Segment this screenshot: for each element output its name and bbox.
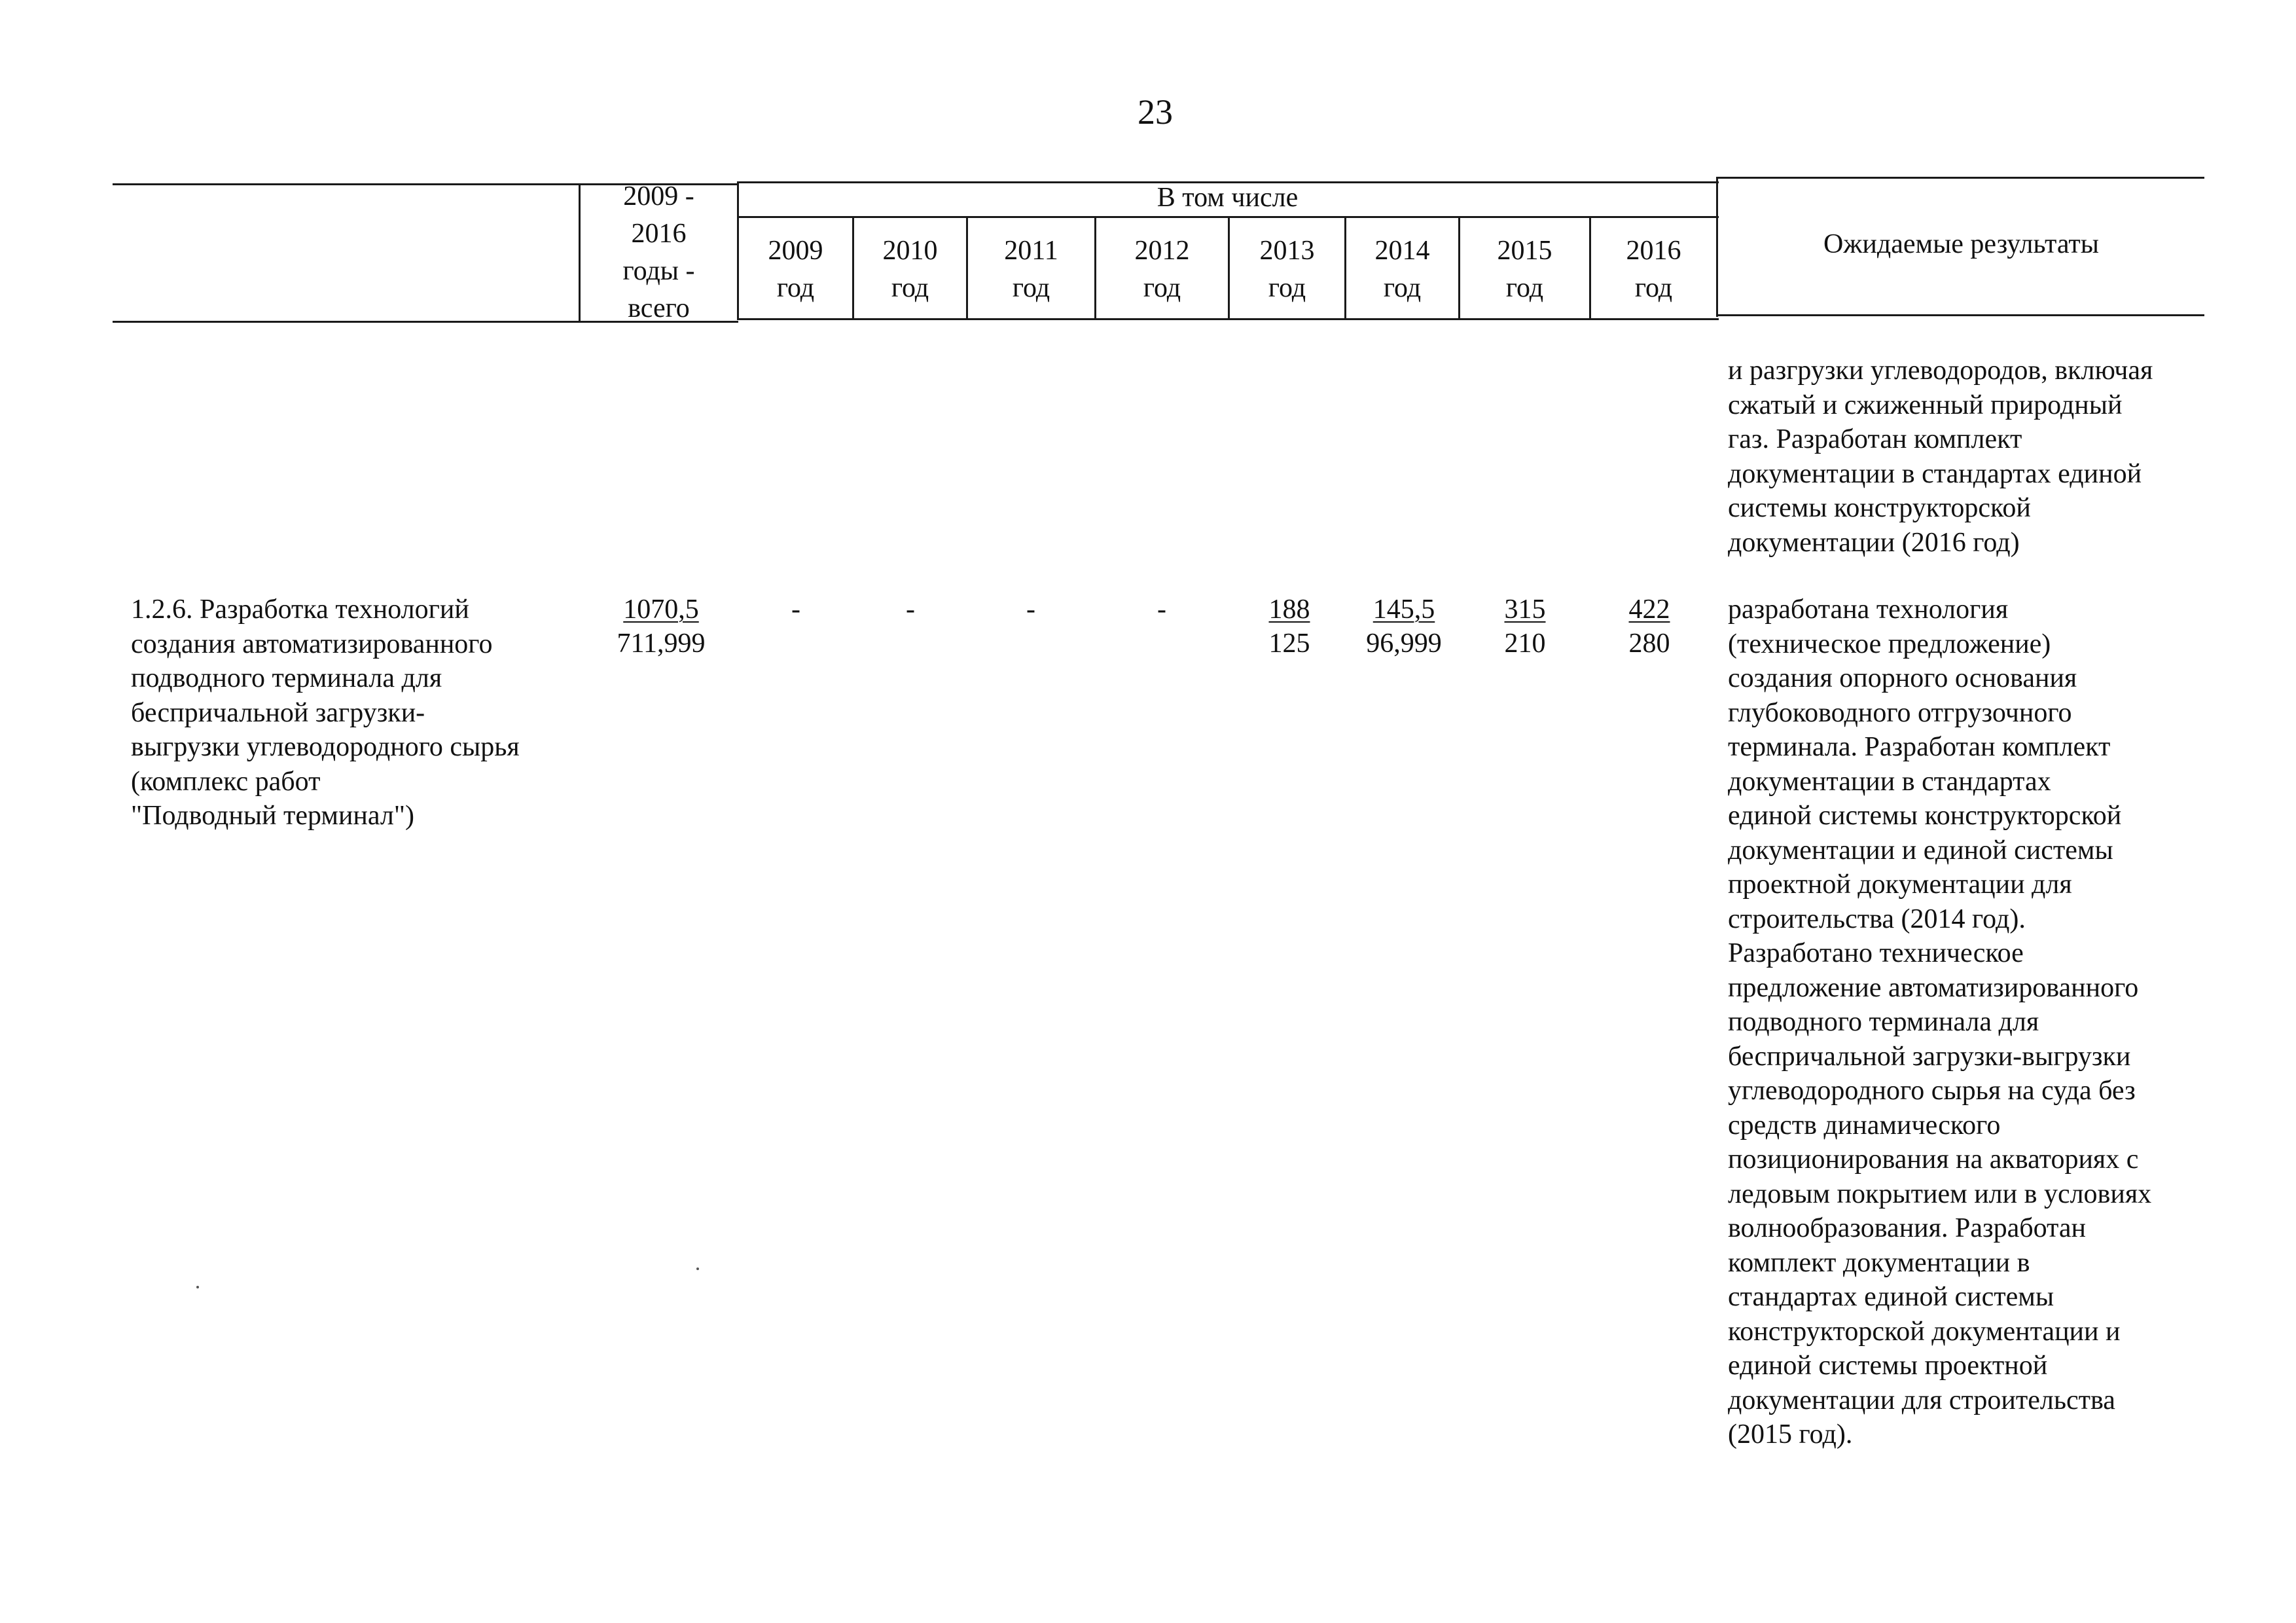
header-total-column (581, 178, 737, 327)
value-secondary: 210 (1504, 629, 1546, 659)
year-label: 2009 (768, 236, 823, 266)
value-2016 (1597, 593, 1702, 661)
total-value-secondary: 711,999 (617, 629, 706, 659)
year-unit: год (891, 273, 929, 303)
row-name: 1.2.6. Разработка технологий создания автоматизированного подводного терминала для беспричальной загрузки- выгрузки углеводородного сырья (комплекс работ "Подводный терминал") (131, 594, 520, 831)
header-year-2013 (1230, 232, 1344, 307)
header-top-rule-right (1716, 177, 2204, 179)
header-year-2011 (968, 232, 1094, 307)
year-label: 2012 (1134, 236, 1190, 266)
value-2010: - (906, 594, 915, 625)
year-label: 2013 (1259, 236, 1315, 266)
header-year-2016 (1591, 232, 1716, 307)
row-result: разработана технология (техническое предложение) создания опорного основания глубоководного отгрузочного терминала. Разработан комплект документации в стандартах единой системы конструкторской документации и единой системы проектной документации для строительства (2014 год). Разработано техническое предложение автоматизированного подводного терминала для беспричальной загрузки-выгрузки углеводородного сырья на суда без средств динамического позиционирования на акваториях с ледовым покрытием или в условиях волнообразования. Разработан комплект документации в стандартах единой системы конструкторской документации и единой системы проектной документации для строительства (2015 год). (1728, 594, 2152, 1450)
header-results-column: Ожидаемые результаты (1823, 229, 2099, 259)
year-label: 2014 (1374, 236, 1430, 266)
value-2013 (1237, 593, 1342, 661)
value-primary: 188 (1268, 594, 1310, 625)
year-unit: год (1143, 273, 1181, 303)
header-year-2010 (854, 232, 966, 307)
row-total (589, 593, 733, 661)
page-number: 23 (1138, 92, 1173, 132)
year-unit: год (776, 273, 815, 303)
header-year-2009 (739, 232, 852, 307)
value-primary: 422 (1628, 594, 1670, 625)
header-total-line: годы - (622, 256, 695, 286)
value-2012: - (1157, 594, 1166, 625)
header-total-line: 2009 - (623, 181, 694, 211)
year-label: 2011 (1004, 236, 1058, 266)
value-2015 (1473, 593, 1577, 661)
year-unit: год (1012, 273, 1050, 303)
header-bottom-rule-right (1716, 314, 2204, 316)
value-primary: 315 (1504, 594, 1546, 625)
header-year-2012 (1096, 232, 1228, 307)
header-total-line: 2016 (631, 219, 687, 249)
value-secondary: 96,999 (1366, 629, 1442, 659)
total-value: 1070,5 (623, 594, 699, 625)
year-label: 2010 (882, 236, 938, 266)
scan-speck (696, 1267, 699, 1270)
header-total-line: всего (628, 293, 690, 323)
value-secondary: 280 (1628, 629, 1670, 659)
header-year-2015 (1460, 232, 1589, 307)
value-primary: 145,5 (1372, 594, 1435, 625)
year-label: 2016 (1626, 236, 1681, 266)
header-group-label: В том числе (1157, 183, 1299, 213)
year-label: 2015 (1497, 236, 1552, 266)
year-unit: год (1268, 273, 1306, 303)
scan-speck (196, 1286, 199, 1288)
value-2011: - (1026, 594, 1035, 625)
header-year-2014 (1346, 232, 1458, 307)
value-2009: - (791, 594, 800, 625)
year-unit: год (1634, 273, 1673, 303)
year-unit: год (1505, 273, 1544, 303)
year-unit: год (1383, 273, 1422, 303)
value-2014 (1348, 593, 1460, 661)
results-continuation: и разгрузки углеводородов, включая сжатый и сжиженный природный газ. Разработан комплект документации в стандартах единой системы конструкторской документации (2016 год) (1728, 356, 2153, 558)
value-secondary: 125 (1268, 629, 1310, 659)
